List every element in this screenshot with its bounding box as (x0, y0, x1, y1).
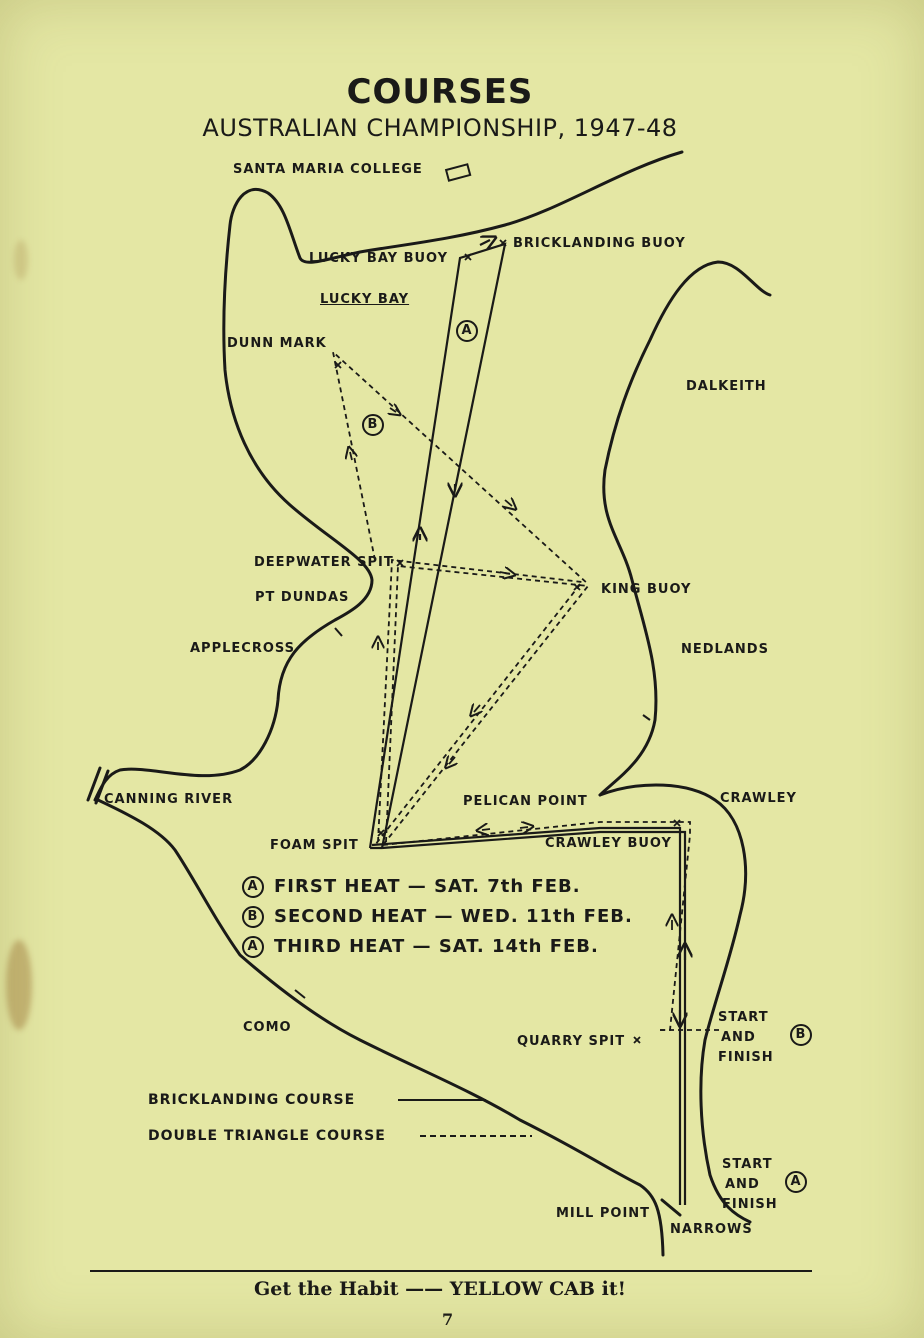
page-number: 7 (442, 1310, 454, 1329)
label-lucky-bay: LUCKY BAY (320, 292, 410, 307)
label-narrows: NARROWS (670, 1222, 753, 1237)
jetty-tick (335, 628, 342, 636)
heat-1-marker: A (242, 876, 264, 898)
label-santa-maria-college: SANTA MARIA COLLEGE (233, 162, 423, 177)
label-king-buoy: KING BUOY (601, 582, 692, 597)
heat-2 (242, 906, 633, 928)
label-dalkeith: DALKEITH (686, 379, 767, 394)
marker-b: B (790, 1024, 812, 1046)
start-text: START (722, 1157, 773, 1172)
label-dunn-mark: DUNN MARK (227, 336, 327, 351)
double-triangle-course (333, 352, 720, 1030)
course-a-marker: A (456, 320, 478, 342)
bricklanding-course (370, 240, 685, 1205)
label-crawley: CRAWLEY (720, 791, 797, 806)
heat-2-text: SECOND HEAT — WED. 11th FEB. (274, 906, 633, 927)
label-nedlands: NEDLANDS (681, 642, 769, 657)
label-pt-dundas: PT DUNDAS (255, 590, 350, 605)
label-crawley-buoy: CRAWLEY BUOY (545, 836, 672, 851)
and-text: AND (721, 1030, 756, 1045)
shoreline-south (98, 800, 663, 1255)
jetty-tick (295, 990, 305, 998)
label-como: COMO (243, 1020, 292, 1035)
footer-rule (90, 1270, 812, 1272)
course-b-marker: B (362, 414, 384, 436)
map-title: COURSES (346, 72, 534, 112)
marker-a: A (785, 1171, 807, 1193)
finish-text: FINISH (722, 1197, 778, 1212)
label-mill-point: MILL POINT (556, 1206, 651, 1221)
label-applecross: APPLECROSS (190, 641, 296, 656)
heat-3-marker: A (242, 936, 264, 958)
santa-maria-college-building (446, 164, 470, 180)
legend-double-triangle: DOUBLE TRIANGLE COURSE (148, 1128, 386, 1144)
shoreline-east (600, 262, 770, 795)
label-lucky-bay-buoy: LUCKY BAY BUOY (309, 251, 449, 266)
jetty-tick (643, 715, 650, 720)
label-start-finish-a (722, 1155, 778, 1215)
map-subtitle: AUSTRALIAN CHAMPIONSHIP, 1947-48 (202, 114, 678, 142)
label-deepwater-spit: DEEPWATER SPIT (254, 555, 394, 570)
label-start-finish-b (718, 1008, 774, 1068)
heat-1-text: FIRST HEAT — SAT. 7th FEB. (274, 876, 581, 897)
label-canning-river: CANNING RIVER (104, 792, 234, 807)
heat-3-text: THIRD HEAT — SAT. 14th FEB. (274, 936, 599, 957)
footer-slogan: Get the Habit —— YELLOW CAB it! (254, 1278, 626, 1300)
label-bricklanding-buoy: BRICKLANDING BUOY (513, 236, 686, 251)
label-quarry-spit: QUARRY SPIT (517, 1034, 626, 1049)
and-text: AND (725, 1177, 760, 1192)
heat-1 (242, 876, 581, 898)
label-foam-spit: FOAM SPIT (270, 838, 359, 853)
heat-3 (242, 936, 599, 958)
narrows-shore (662, 1200, 680, 1215)
start-text: START (718, 1010, 769, 1025)
heat-2-marker: B (242, 906, 264, 928)
finish-text: FINISH (718, 1050, 774, 1065)
legend-bricklanding: BRICKLANDING COURSE (148, 1092, 356, 1108)
label-pelican-point: PELICAN POINT (463, 794, 588, 809)
